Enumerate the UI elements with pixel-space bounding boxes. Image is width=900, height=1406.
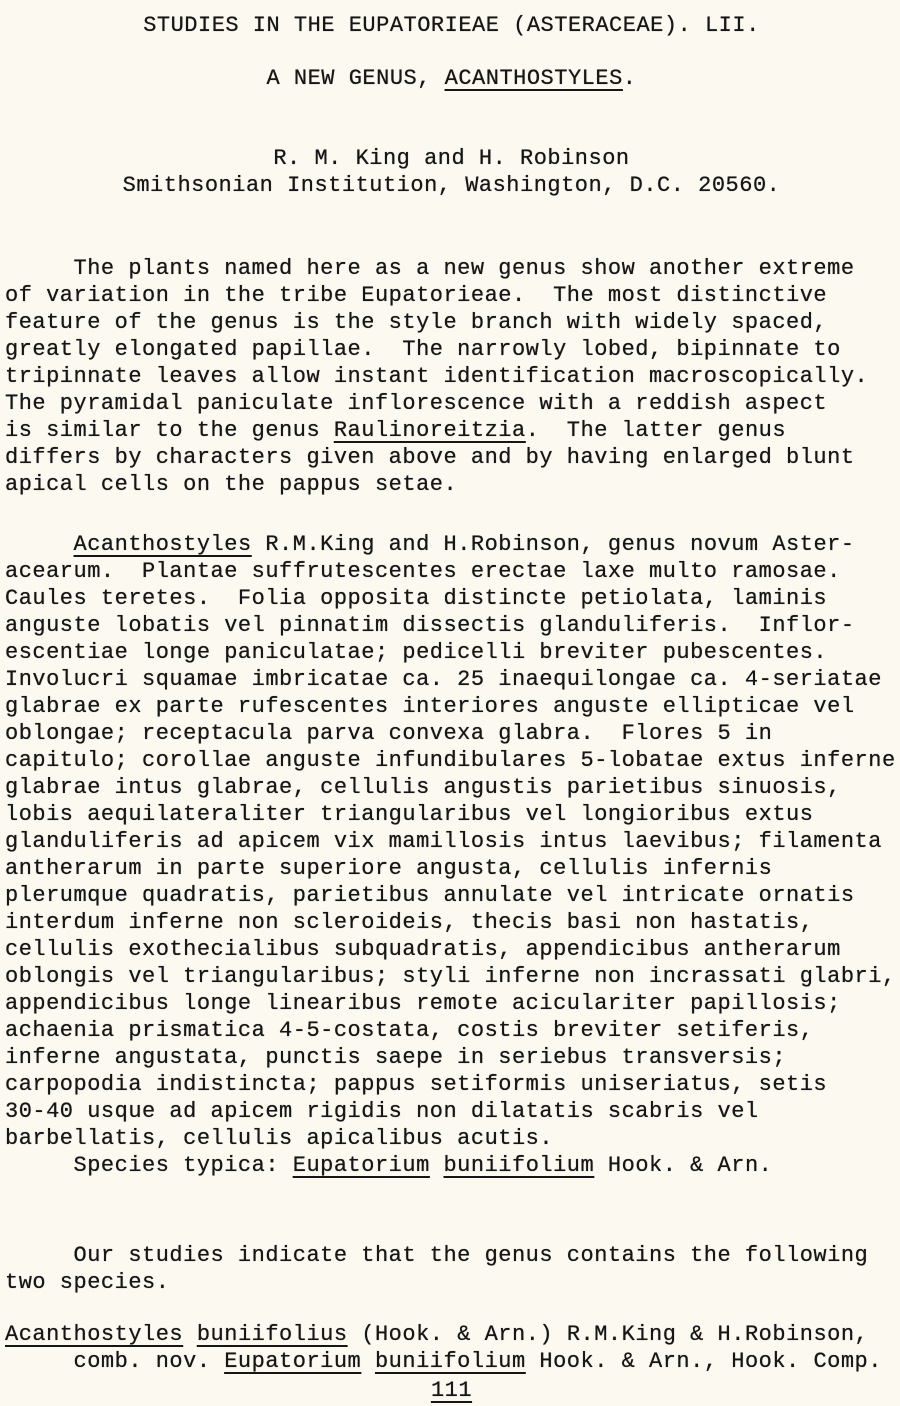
latin-diagnosis-line bbox=[5, 828, 898, 855]
latin-diagnosis-line bbox=[5, 909, 898, 936]
underlined-text: 111 bbox=[430, 1378, 473, 1403]
text-segment: two species. bbox=[5, 1270, 170, 1295]
latin-diagnosis bbox=[5, 531, 898, 1179]
text-segment: greatly elongated papillae. The narrowly lobed, bipinnate to bbox=[5, 337, 841, 362]
text-segment bbox=[430, 1153, 444, 1178]
text-segment: The plants named here as a new genus show another extreme bbox=[5, 256, 855, 281]
latin-diagnosis-line bbox=[5, 1098, 898, 1125]
intro-paragraph-line bbox=[5, 255, 898, 282]
subtitle-line bbox=[5, 65, 898, 92]
latin-diagnosis-line bbox=[5, 963, 898, 990]
text-segment: 30-40 usque ad apicem rigidis non dilatatis scabris vel bbox=[5, 1099, 759, 1124]
latin-diagnosis-line bbox=[5, 693, 898, 720]
text-segment: cellulis exothecialibus subquadratis, appendicibus antherarum bbox=[5, 937, 841, 962]
underlined-text: Raulinoreitzia bbox=[333, 418, 526, 443]
text-segment: antherarum in parte superiore angusta, cellulis infernis bbox=[5, 856, 773, 881]
text-segment: carpopodia indistincta; pappus setiformis uniseriatus, setis bbox=[5, 1072, 828, 1097]
text-segment: comb. nov. bbox=[5, 1349, 225, 1374]
intro-paragraph-line bbox=[5, 282, 898, 309]
latin-diagnosis-line bbox=[5, 612, 898, 639]
text-segment: lobis aequilateraliter triangularibus vel longioribus extus bbox=[5, 802, 814, 827]
latin-diagnosis-line bbox=[5, 720, 898, 747]
text-segment: . The latter genus bbox=[525, 418, 787, 443]
byline-line bbox=[5, 145, 898, 172]
document-content bbox=[5, 12, 898, 1404]
latin-diagnosis-line bbox=[5, 882, 898, 909]
latin-diagnosis-line bbox=[5, 855, 898, 882]
text-segment: oblongis vel triangularibus; styli inferne non incrassati glabri, bbox=[5, 964, 896, 989]
text-segment: barbellatis, cellulis apicalibus acutis. bbox=[5, 1126, 554, 1151]
text-segment: escentiae longe paniculatae; pedicelli breviter pubescentes. bbox=[5, 640, 828, 665]
intro-paragraph-line bbox=[5, 336, 898, 363]
text-segment: . bbox=[622, 66, 637, 91]
latin-diagnosis-line bbox=[5, 1071, 898, 1098]
page-number bbox=[5, 1377, 898, 1404]
latin-diagnosis-line bbox=[5, 585, 898, 612]
species-entry-line bbox=[5, 1321, 898, 1348]
text-segment: inferne angustata, punctis saepe in seriebus transversis; bbox=[5, 1045, 787, 1070]
text-segment: glabrae intus glabrae, cellulis angustis parietibus sinuosis, bbox=[5, 775, 841, 800]
text-segment: Hook. & Arn., Hook. Comp. bbox=[525, 1349, 882, 1374]
latin-diagnosis-line bbox=[5, 747, 898, 774]
underlined-text: Acanthostyles bbox=[73, 532, 252, 557]
text-segment bbox=[5, 532, 74, 557]
text-segment: Caules teretes. Folia opposita distincte petiolata, laminis bbox=[5, 586, 828, 611]
text-segment: glabrae ex parte rufescentes interiores anguste ellipticae vel bbox=[5, 694, 855, 719]
text-segment: achaenia prismatica 4-5-costata, costis breviter setiferis, bbox=[5, 1018, 814, 1043]
latin-diagnosis-line bbox=[5, 558, 898, 585]
latin-diagnosis-line bbox=[5, 990, 898, 1017]
text-segment: anguste lobatis vel pinnatim dissectis glanduliferis. Inflor- bbox=[5, 613, 855, 638]
text-segment: appendicibus longe linearibus remote aciculariter papillosis; bbox=[5, 991, 841, 1016]
text-segment: apical cells on the pappus setae. bbox=[5, 472, 458, 497]
text-segment: Our studies indicate that the genus contains the following bbox=[5, 1243, 869, 1268]
underlined-text: buniifolium bbox=[443, 1153, 595, 1178]
latin-diagnosis-line bbox=[5, 1125, 898, 1152]
text-segment: Hook. & Arn. bbox=[594, 1153, 773, 1178]
page-number-line bbox=[5, 1377, 898, 1404]
text-segment: R.M.King and H.Robinson, genus novum Aster- bbox=[251, 532, 855, 557]
text-segment: differs by characters given above and by having enlarged blunt bbox=[5, 445, 855, 470]
text-segment: acearum. Plantae suffrutescentes erectae laxe multo ramosae. bbox=[5, 559, 841, 584]
underlined-text: Eupatorium bbox=[224, 1349, 362, 1374]
text-segment: is similar to the genus bbox=[5, 418, 334, 443]
latin-diagnosis-line bbox=[5, 1152, 898, 1179]
text-segment: Involucri squamae imbricatae ca. 25 inaequilongae ca. 4-seriatae bbox=[5, 667, 882, 692]
text-segment: glanduliferis ad apicem vix mamillosis intus laevibus; filamenta bbox=[5, 829, 882, 854]
latin-diagnosis-line bbox=[5, 774, 898, 801]
text-segment: Smithsonian Institution, Washington, D.C. 20560. bbox=[122, 173, 781, 198]
text-segment bbox=[361, 1349, 375, 1374]
text-segment: A NEW GENUS, bbox=[266, 66, 445, 91]
latin-diagnosis-line bbox=[5, 639, 898, 666]
text-segment: interdum inferne non scleroideis, thecis basi non hastatis, bbox=[5, 910, 814, 935]
text-segment: oblongae; receptacula parva convexa glabra. Flores 5 in bbox=[5, 721, 773, 746]
text-segment: Species typica: bbox=[5, 1153, 293, 1178]
latin-diagnosis-line bbox=[5, 531, 898, 558]
underlined-text: ACANTHOSTYLES bbox=[444, 66, 623, 91]
text-segment: R. M. King and H. Robinson bbox=[273, 146, 630, 171]
species-count-paragraph bbox=[5, 1242, 898, 1296]
underlined-text: Eupatorium bbox=[292, 1153, 430, 1178]
species-count-paragraph-line bbox=[5, 1242, 898, 1269]
text-segment: feature of the genus is the style branch with widely spaced, bbox=[5, 310, 828, 335]
species-count-paragraph-line bbox=[5, 1269, 898, 1296]
text-segment: plerumque quadratis, parietibus annulate vel intricate ornatis bbox=[5, 883, 855, 908]
species-entry bbox=[5, 1321, 898, 1375]
intro-paragraph-line bbox=[5, 444, 898, 471]
intro-paragraph-line bbox=[5, 309, 898, 336]
species-entry-line bbox=[5, 1348, 898, 1375]
text-segment: The pyramidal paniculate inflorescence with a reddish aspect bbox=[5, 391, 828, 416]
latin-diagnosis-line bbox=[5, 801, 898, 828]
text-segment: STUDIES IN THE EUPATORIEAE (ASTERACEAE). LII. bbox=[143, 13, 760, 38]
byline bbox=[5, 145, 898, 199]
latin-diagnosis-line bbox=[5, 1044, 898, 1071]
text-segment: capitulo; corollae anguste infundibulares 5-lobatae extus inferne bbox=[5, 748, 896, 773]
byline-line bbox=[5, 172, 898, 199]
latin-diagnosis-line bbox=[5, 1017, 898, 1044]
title-line bbox=[5, 12, 898, 39]
text-segment bbox=[183, 1322, 197, 1347]
underlined-text: buniifolium bbox=[374, 1349, 526, 1374]
latin-diagnosis-line bbox=[5, 666, 898, 693]
underlined-text: Acanthostyles bbox=[5, 1322, 184, 1347]
latin-diagnosis-line bbox=[5, 936, 898, 963]
intro-paragraph-line bbox=[5, 390, 898, 417]
intro-paragraph bbox=[5, 255, 898, 498]
text-segment: of variation in the tribe Eupatorieae. The most distinctive bbox=[5, 283, 828, 308]
subtitle bbox=[5, 65, 898, 92]
title bbox=[5, 12, 898, 39]
intro-paragraph-line bbox=[5, 363, 898, 390]
underlined-text: buniifolius bbox=[196, 1322, 348, 1347]
text-segment: (Hook. & Arn.) R.M.King & H.Robinson, bbox=[347, 1322, 869, 1347]
intro-paragraph-line bbox=[5, 471, 898, 498]
intro-paragraph-line bbox=[5, 417, 898, 444]
text-segment: tripinnate leaves allow instant identification macroscopically. bbox=[5, 364, 869, 389]
